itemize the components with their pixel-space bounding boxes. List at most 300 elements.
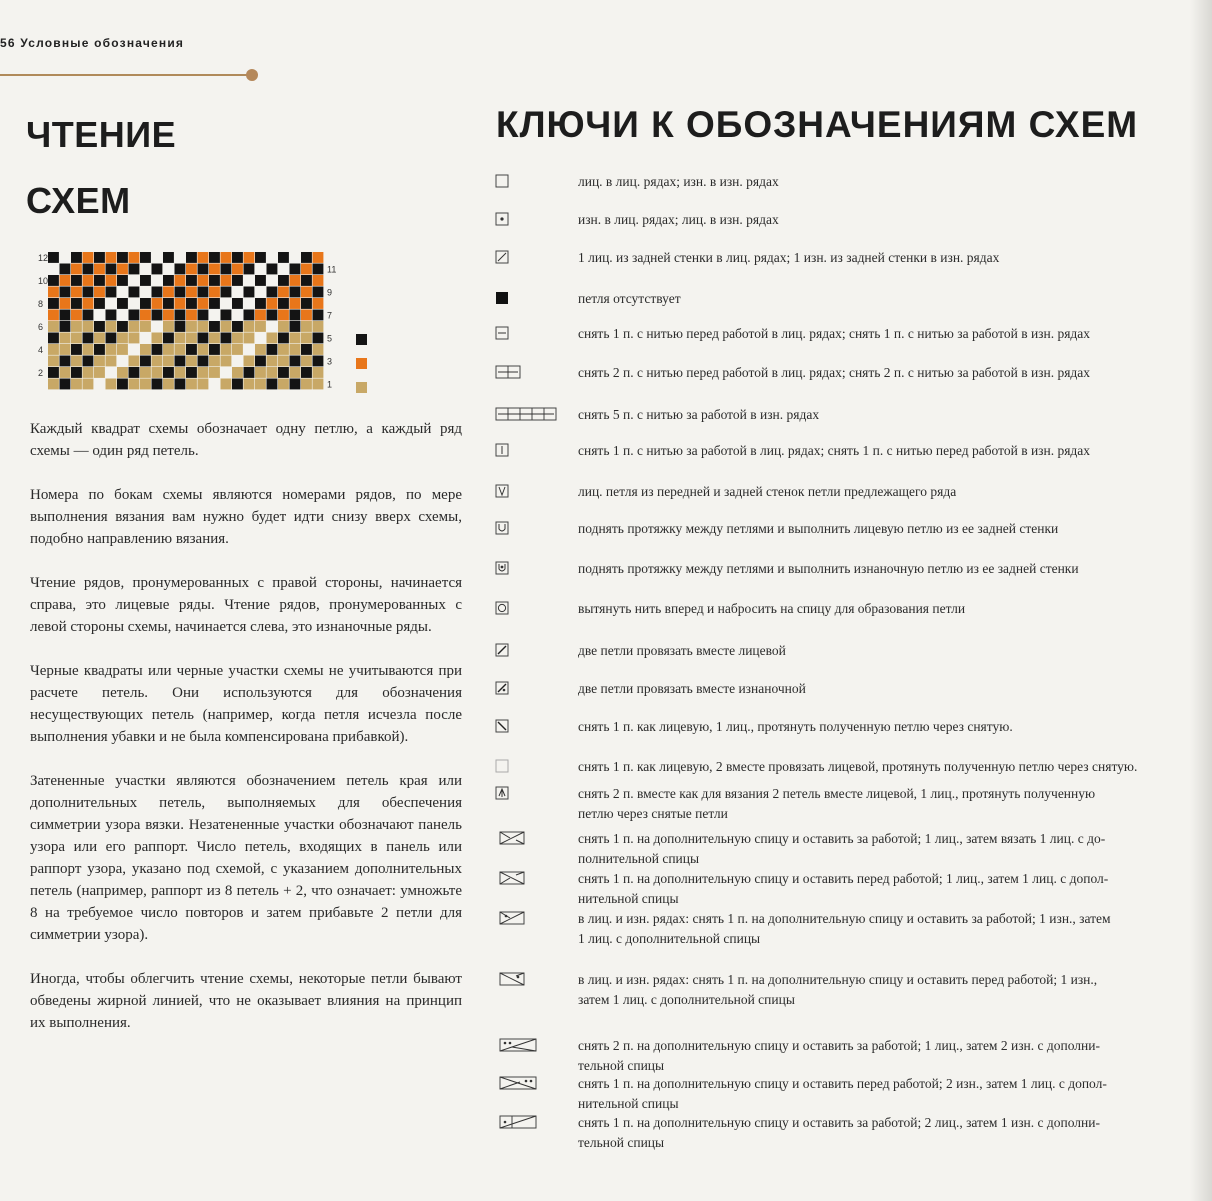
chart-cell bbox=[140, 287, 151, 298]
chart-cell bbox=[221, 344, 232, 355]
cable-back-purl-icon bbox=[490, 909, 550, 932]
chart-cell bbox=[140, 321, 151, 332]
chart-cell bbox=[117, 298, 128, 309]
hline-five-icon bbox=[490, 405, 560, 428]
chart-row-label-right: 3 bbox=[327, 356, 333, 367]
chart-row-label-left: 2 bbox=[38, 368, 44, 378]
chart-cell bbox=[94, 321, 105, 332]
chart-cell bbox=[186, 275, 197, 286]
chart-cell bbox=[163, 264, 174, 275]
chart-cell bbox=[60, 321, 71, 332]
chart-cell bbox=[152, 298, 163, 309]
chart-cell bbox=[290, 356, 301, 367]
sample-chart bbox=[38, 250, 378, 405]
right-slant-dot-icon bbox=[490, 679, 550, 702]
chart-cell bbox=[186, 321, 197, 332]
chart-cell bbox=[175, 333, 186, 344]
chart-cell bbox=[232, 356, 243, 367]
chart-cell bbox=[221, 287, 232, 298]
chart-row-label-right: 1 bbox=[327, 379, 333, 390]
chart-cell bbox=[71, 287, 82, 298]
chart-cell bbox=[232, 379, 243, 390]
chart-cell bbox=[221, 298, 232, 309]
chart-cell bbox=[186, 379, 197, 390]
faint-square-icon bbox=[490, 757, 550, 780]
chart-cell bbox=[244, 356, 255, 367]
chart-cell bbox=[163, 333, 174, 344]
chart-cell bbox=[255, 333, 266, 344]
chart-cell bbox=[244, 367, 255, 378]
chart-cell bbox=[198, 356, 209, 367]
hline-square-icon bbox=[490, 324, 550, 347]
chart-cell bbox=[152, 321, 163, 332]
chart-cell bbox=[221, 310, 232, 321]
key-description: 1 лиц. из задней стенки в лиц. рядах; 1 изн. из задней стенки в изн. рядах bbox=[578, 250, 1000, 265]
chart-cell bbox=[313, 333, 324, 344]
chart-cell bbox=[267, 252, 278, 263]
chart-cell bbox=[129, 333, 140, 344]
chart-cell bbox=[290, 264, 301, 275]
chart-cell bbox=[163, 310, 174, 321]
chart-cell bbox=[94, 275, 105, 286]
chart-cell bbox=[198, 298, 209, 309]
chart-cell bbox=[267, 310, 278, 321]
key-description: в лиц. и изн. рядах: снять 1 п. на дополнительную спицу и оставить за работой; 1 изн., затем 1 лиц. с дополнительной спицы bbox=[578, 911, 1111, 946]
chart-cell bbox=[106, 298, 117, 309]
chart-cell bbox=[60, 356, 71, 367]
chart-cell bbox=[48, 275, 59, 286]
chart-cell bbox=[71, 252, 82, 263]
chart-cell bbox=[198, 367, 209, 378]
chart-cell bbox=[313, 344, 324, 355]
chart-cell bbox=[60, 264, 71, 275]
cable-front-icon bbox=[490, 869, 550, 892]
cable-front-purl-icon bbox=[490, 970, 550, 993]
chart-cell bbox=[106, 379, 117, 390]
chart-cell bbox=[209, 321, 220, 332]
chart-cell bbox=[48, 356, 59, 367]
chart-cell bbox=[209, 344, 220, 355]
chart-cell bbox=[301, 344, 312, 355]
chart-cell bbox=[198, 344, 209, 355]
chart-cell bbox=[301, 321, 312, 332]
chart-cell bbox=[313, 310, 324, 321]
arrow-up-square-icon bbox=[490, 784, 550, 807]
chart-cell bbox=[290, 379, 301, 390]
chart-cell bbox=[48, 310, 59, 321]
chart-cell bbox=[232, 321, 243, 332]
chart-cell bbox=[278, 379, 289, 390]
chart-cell bbox=[278, 298, 289, 309]
chart-cell bbox=[175, 252, 186, 263]
chart-cell bbox=[48, 367, 59, 378]
chart-cell bbox=[163, 379, 174, 390]
chart-cell bbox=[163, 321, 174, 332]
chart-cell bbox=[255, 298, 266, 309]
chart-cell bbox=[94, 252, 105, 263]
chart-cell bbox=[255, 275, 266, 286]
chart-cell bbox=[255, 287, 266, 298]
chart-cell bbox=[232, 275, 243, 286]
chart-cell bbox=[244, 264, 255, 275]
chart-cell bbox=[60, 333, 71, 344]
chart-cell bbox=[117, 321, 128, 332]
chart-cell bbox=[313, 321, 324, 332]
key-description: в лиц. и изн. рядах: снять 1 п. на дополнительную спицу и оставить перед работой; 1 изн., затем 1 лиц. с дополнительной спицы bbox=[578, 972, 1098, 1007]
chart-cell bbox=[152, 379, 163, 390]
chart-cell bbox=[140, 344, 151, 355]
chart-cell bbox=[106, 264, 117, 275]
chart-cell bbox=[301, 379, 312, 390]
key-description: снять 1 п. с нитью за работой в лиц. рядах; снять 1 п. с нитью перед работой в изн. рядах bbox=[578, 443, 1091, 458]
chart-cell bbox=[83, 344, 94, 355]
chart-cell bbox=[152, 333, 163, 344]
chart-cell bbox=[232, 344, 243, 355]
chart-cell bbox=[198, 333, 209, 344]
chart-cell bbox=[152, 252, 163, 263]
chart-cell bbox=[313, 356, 324, 367]
chart-cell bbox=[244, 333, 255, 344]
chart-cell bbox=[71, 356, 82, 367]
chart-cell bbox=[198, 275, 209, 286]
chart-cell bbox=[83, 379, 94, 390]
chart-cell bbox=[48, 379, 59, 390]
chart-cell bbox=[152, 264, 163, 275]
chart-cell bbox=[244, 298, 255, 309]
left-title-line2: СХЕМ bbox=[26, 180, 131, 221]
key-description: снять 1 п. как лицевую, 1 лиц., протянуть полученную петлю через снятую. bbox=[578, 719, 1013, 734]
chart-cell bbox=[175, 344, 186, 355]
chart-cell bbox=[186, 287, 197, 298]
header-rule-knob bbox=[246, 69, 258, 81]
chart-cell bbox=[60, 379, 71, 390]
slash-square-icon bbox=[490, 248, 550, 271]
chart-cell bbox=[129, 367, 140, 378]
chart-cell bbox=[290, 287, 301, 298]
chart-cell bbox=[301, 275, 312, 286]
chart-cell bbox=[267, 264, 278, 275]
chart-cell bbox=[60, 298, 71, 309]
chart-legend-swatch bbox=[356, 358, 367, 369]
chart-cell bbox=[71, 333, 82, 344]
left-title-line1: ЧТЕНИЕ bbox=[26, 114, 177, 155]
chart-row-label-left: 12 bbox=[38, 253, 49, 263]
chart-cell bbox=[83, 321, 94, 332]
chart-cell bbox=[267, 333, 278, 344]
chart-cell bbox=[48, 264, 59, 275]
chart-cell bbox=[140, 264, 151, 275]
chart-cell bbox=[301, 310, 312, 321]
chart-cell bbox=[209, 333, 220, 344]
chart-cell bbox=[106, 333, 117, 344]
chart-cell bbox=[198, 252, 209, 263]
chart-cell bbox=[244, 252, 255, 263]
chart-cell bbox=[83, 298, 94, 309]
chart-cell bbox=[129, 252, 140, 263]
chart-cell bbox=[175, 379, 186, 390]
chart-cell bbox=[255, 379, 266, 390]
chart-cell bbox=[267, 321, 278, 332]
chart-cell bbox=[278, 264, 289, 275]
chart-cell bbox=[290, 321, 301, 332]
chart-cell bbox=[71, 298, 82, 309]
chart-cell bbox=[60, 344, 71, 355]
chart-cell bbox=[232, 252, 243, 263]
chart-cell bbox=[175, 321, 186, 332]
chart-cell bbox=[278, 344, 289, 355]
chart-cell bbox=[221, 356, 232, 367]
chart-cell bbox=[221, 321, 232, 332]
chart-cell bbox=[163, 275, 174, 286]
chart-cell bbox=[278, 333, 289, 344]
chart-cell bbox=[278, 252, 289, 263]
key-description: поднять протяжку между петлями и выполнить изнаночную петлю из ее задней стенки bbox=[578, 561, 1079, 576]
chart-cell bbox=[94, 356, 105, 367]
chart-cell bbox=[175, 298, 186, 309]
chart-cell bbox=[163, 344, 174, 355]
chart-cell bbox=[244, 321, 255, 332]
chart-cell bbox=[186, 356, 197, 367]
chart-row-label-right: 9 bbox=[327, 287, 333, 298]
chart-cell bbox=[267, 287, 278, 298]
chart-cell bbox=[278, 310, 289, 321]
header-rule bbox=[0, 74, 252, 76]
chart-cell bbox=[186, 298, 197, 309]
chart-cell bbox=[267, 379, 278, 390]
chart-cell bbox=[232, 367, 243, 378]
chart-cell bbox=[186, 252, 197, 263]
chart-cell bbox=[198, 264, 209, 275]
chart-cell bbox=[313, 264, 324, 275]
chart-cell bbox=[232, 310, 243, 321]
key-description: снять 2 п. на дополнительную спицу и оставить за работой; 1 лиц., затем 2 изн. с дополни- тельной спицы bbox=[578, 1038, 1100, 1073]
chart-cell bbox=[152, 275, 163, 286]
chart-cell bbox=[313, 287, 324, 298]
chart-row-label-right: 7 bbox=[327, 310, 333, 321]
chart-cell bbox=[301, 356, 312, 367]
chart-cell bbox=[83, 287, 94, 298]
chart-cell bbox=[290, 310, 301, 321]
key-description: снять 2 п. вместе как для вязания 2 петель вместе лицевой, 1 лиц., протянуть полученную петлю через снятые петли bbox=[578, 786, 1096, 821]
chart-cell bbox=[48, 298, 59, 309]
chart-cell bbox=[106, 287, 117, 298]
chart-cell bbox=[163, 298, 174, 309]
chart-cell bbox=[301, 252, 312, 263]
chart-cell bbox=[117, 287, 128, 298]
chart-cell bbox=[221, 379, 232, 390]
chart-cell bbox=[301, 367, 312, 378]
chart-cell bbox=[186, 310, 197, 321]
chart-cell bbox=[152, 344, 163, 355]
chart-cell bbox=[313, 367, 324, 378]
key-description: снять 2 п. с нитью перед работой в лиц. рядах; снять 2 п. с нитью за работой в изн. рядах bbox=[578, 365, 1091, 380]
chart-cell bbox=[244, 379, 255, 390]
hline-double-icon bbox=[490, 363, 550, 386]
chart-cell bbox=[117, 356, 128, 367]
chart-cell bbox=[301, 298, 312, 309]
chart-cell bbox=[209, 298, 220, 309]
chart-cell bbox=[83, 333, 94, 344]
chart-cell bbox=[71, 310, 82, 321]
chart-cell bbox=[129, 321, 140, 332]
chart-cell bbox=[301, 287, 312, 298]
chart-cell bbox=[255, 356, 266, 367]
chart-cell bbox=[106, 321, 117, 332]
paragraph: Иногда, чтобы облегчить чтение схемы, некоторые петли бывают обведены жирной линией, что не оказывает влияния на принцип их выполнения. bbox=[30, 971, 462, 1031]
chart-cell bbox=[290, 298, 301, 309]
chart-cell bbox=[60, 252, 71, 263]
chart-cell bbox=[313, 379, 324, 390]
cable3-back2-icon bbox=[490, 1113, 554, 1136]
chart-cell bbox=[140, 275, 151, 286]
chart-cell bbox=[209, 264, 220, 275]
chart-cell bbox=[255, 344, 266, 355]
chart-row-label-right: 5 bbox=[327, 333, 333, 344]
chart-cell bbox=[106, 252, 117, 263]
chart-cell bbox=[152, 367, 163, 378]
chart-cell bbox=[278, 356, 289, 367]
chart-cell bbox=[278, 321, 289, 332]
chart-cell bbox=[140, 356, 151, 367]
chart-cell bbox=[48, 333, 59, 344]
chart-cell bbox=[232, 287, 243, 298]
chart-cell bbox=[152, 356, 163, 367]
chart-cell bbox=[60, 275, 71, 286]
dot-square-icon bbox=[490, 210, 550, 233]
chart-cell bbox=[94, 367, 105, 378]
chart-row-label-left: 8 bbox=[38, 299, 44, 309]
empty-square-icon bbox=[490, 172, 550, 195]
chart-cell bbox=[255, 310, 266, 321]
key-description: снять 1 п. с нитью перед работой в лиц. рядах; снять 1 п. с нитью за работой в изн. рядах bbox=[578, 326, 1091, 341]
chart-cell bbox=[129, 264, 140, 275]
chart-cell bbox=[71, 379, 82, 390]
chart-cell bbox=[232, 264, 243, 275]
chart-cell bbox=[140, 310, 151, 321]
chart-legend-swatch bbox=[356, 382, 367, 393]
chart-cell bbox=[152, 310, 163, 321]
chart-cell bbox=[117, 379, 128, 390]
cable3-front-icon bbox=[490, 1074, 554, 1097]
chart-cell bbox=[106, 344, 117, 355]
chart-cell bbox=[278, 275, 289, 286]
chart-cell bbox=[301, 333, 312, 344]
chart-cell bbox=[290, 252, 301, 263]
chart-row-label-left: 4 bbox=[38, 345, 44, 355]
left-slant-icon bbox=[490, 717, 550, 740]
chart-cell bbox=[48, 287, 59, 298]
key-description: вытянуть нить вперед и набросить на спицу для образования петли bbox=[578, 601, 966, 616]
chart-cell bbox=[244, 310, 255, 321]
chart-cell bbox=[140, 333, 151, 344]
chart-cell bbox=[221, 275, 232, 286]
chart-cell bbox=[129, 298, 140, 309]
u-dot-square-icon bbox=[490, 559, 550, 582]
chart-cell bbox=[221, 264, 232, 275]
chart-cell bbox=[175, 287, 186, 298]
chart-cell bbox=[313, 298, 324, 309]
chart-cell bbox=[140, 252, 151, 263]
reading-instructions bbox=[30, 418, 462, 1056]
right-slant-icon bbox=[490, 641, 550, 664]
chart-cell bbox=[209, 275, 220, 286]
chart-cell bbox=[117, 252, 128, 263]
chart-cell bbox=[117, 264, 128, 275]
chart-cell bbox=[129, 287, 140, 298]
chart-row-label-left: 10 bbox=[38, 276, 49, 286]
chart-cell bbox=[48, 321, 59, 332]
chart-cell bbox=[267, 367, 278, 378]
vline-square-icon bbox=[490, 441, 550, 464]
chart-cell bbox=[278, 287, 289, 298]
chart-cell bbox=[60, 310, 71, 321]
chart-cell bbox=[175, 264, 186, 275]
chart-cell bbox=[94, 264, 105, 275]
chart-cell bbox=[163, 287, 174, 298]
chart-cell bbox=[94, 344, 105, 355]
chart-cell bbox=[290, 333, 301, 344]
chart-cell bbox=[117, 344, 128, 355]
chart-cell bbox=[255, 264, 266, 275]
chart-row-label-right: 11 bbox=[327, 264, 337, 275]
key-description: снять 1 п. на дополнительную спицу и оставить за работой; 2 лиц., затем 1 изн. с дополни- тельной спицы bbox=[578, 1115, 1100, 1150]
chart-cell bbox=[244, 344, 255, 355]
chart-cell bbox=[255, 367, 266, 378]
chart-cell bbox=[152, 287, 163, 298]
chart-cell bbox=[106, 367, 117, 378]
circle-square-icon bbox=[490, 599, 550, 622]
chart-cell bbox=[106, 356, 117, 367]
chart-cell bbox=[48, 344, 59, 355]
chart-cell bbox=[186, 344, 197, 355]
cable3-back-icon bbox=[490, 1036, 554, 1059]
chart-cell bbox=[198, 321, 209, 332]
sample-chart-grid bbox=[38, 250, 378, 400]
chart-cell bbox=[83, 275, 94, 286]
chart-cell bbox=[117, 367, 128, 378]
key-description: две петли провязать вместе изнаночной bbox=[578, 681, 806, 696]
chart-cell bbox=[209, 379, 220, 390]
chart-cell bbox=[71, 344, 82, 355]
chart-cell bbox=[313, 252, 324, 263]
chart-cell bbox=[186, 264, 197, 275]
chart-cell bbox=[301, 264, 312, 275]
chart-cell bbox=[313, 275, 324, 286]
chart-cell bbox=[232, 298, 243, 309]
chart-cell bbox=[94, 298, 105, 309]
chart-cell bbox=[83, 356, 94, 367]
chart-cell bbox=[175, 356, 186, 367]
chart-cell bbox=[267, 275, 278, 286]
key-description: петля отсутствует bbox=[578, 291, 681, 306]
right-title: КЛЮЧИ К ОБОЗНАЧЕНИЯМ СХЕМ bbox=[496, 104, 1139, 145]
chart-cell bbox=[209, 287, 220, 298]
chart-cell bbox=[255, 321, 266, 332]
chart-cell bbox=[129, 356, 140, 367]
key-description: снять 1 п. на дополнительную спицу и оставить перед работой; 2 изн., затем 1 лиц. с допол- нительной спицы bbox=[578, 1076, 1107, 1111]
key-description: снять 5 п. с нитью за работой в изн. рядах bbox=[578, 407, 820, 422]
paragraph: Чтение рядов, пронумерованных с правой стороны, начинается справа, это лицевые ряды. Чтение рядов, пронумерованных с левой стороны схемы, начинается слева, это изнаночные ряды. bbox=[30, 575, 462, 635]
page-header: 56 Условные обозначения bbox=[0, 36, 185, 50]
chart-cell bbox=[278, 367, 289, 378]
chart-cell bbox=[140, 298, 151, 309]
chart-cell bbox=[209, 367, 220, 378]
chart-cell bbox=[129, 344, 140, 355]
chart-cell bbox=[290, 344, 301, 355]
chart-cell bbox=[129, 275, 140, 286]
key-description: изн. в лиц. рядах; лиц. в изн. рядах bbox=[578, 212, 779, 227]
chart-cell bbox=[255, 252, 266, 263]
